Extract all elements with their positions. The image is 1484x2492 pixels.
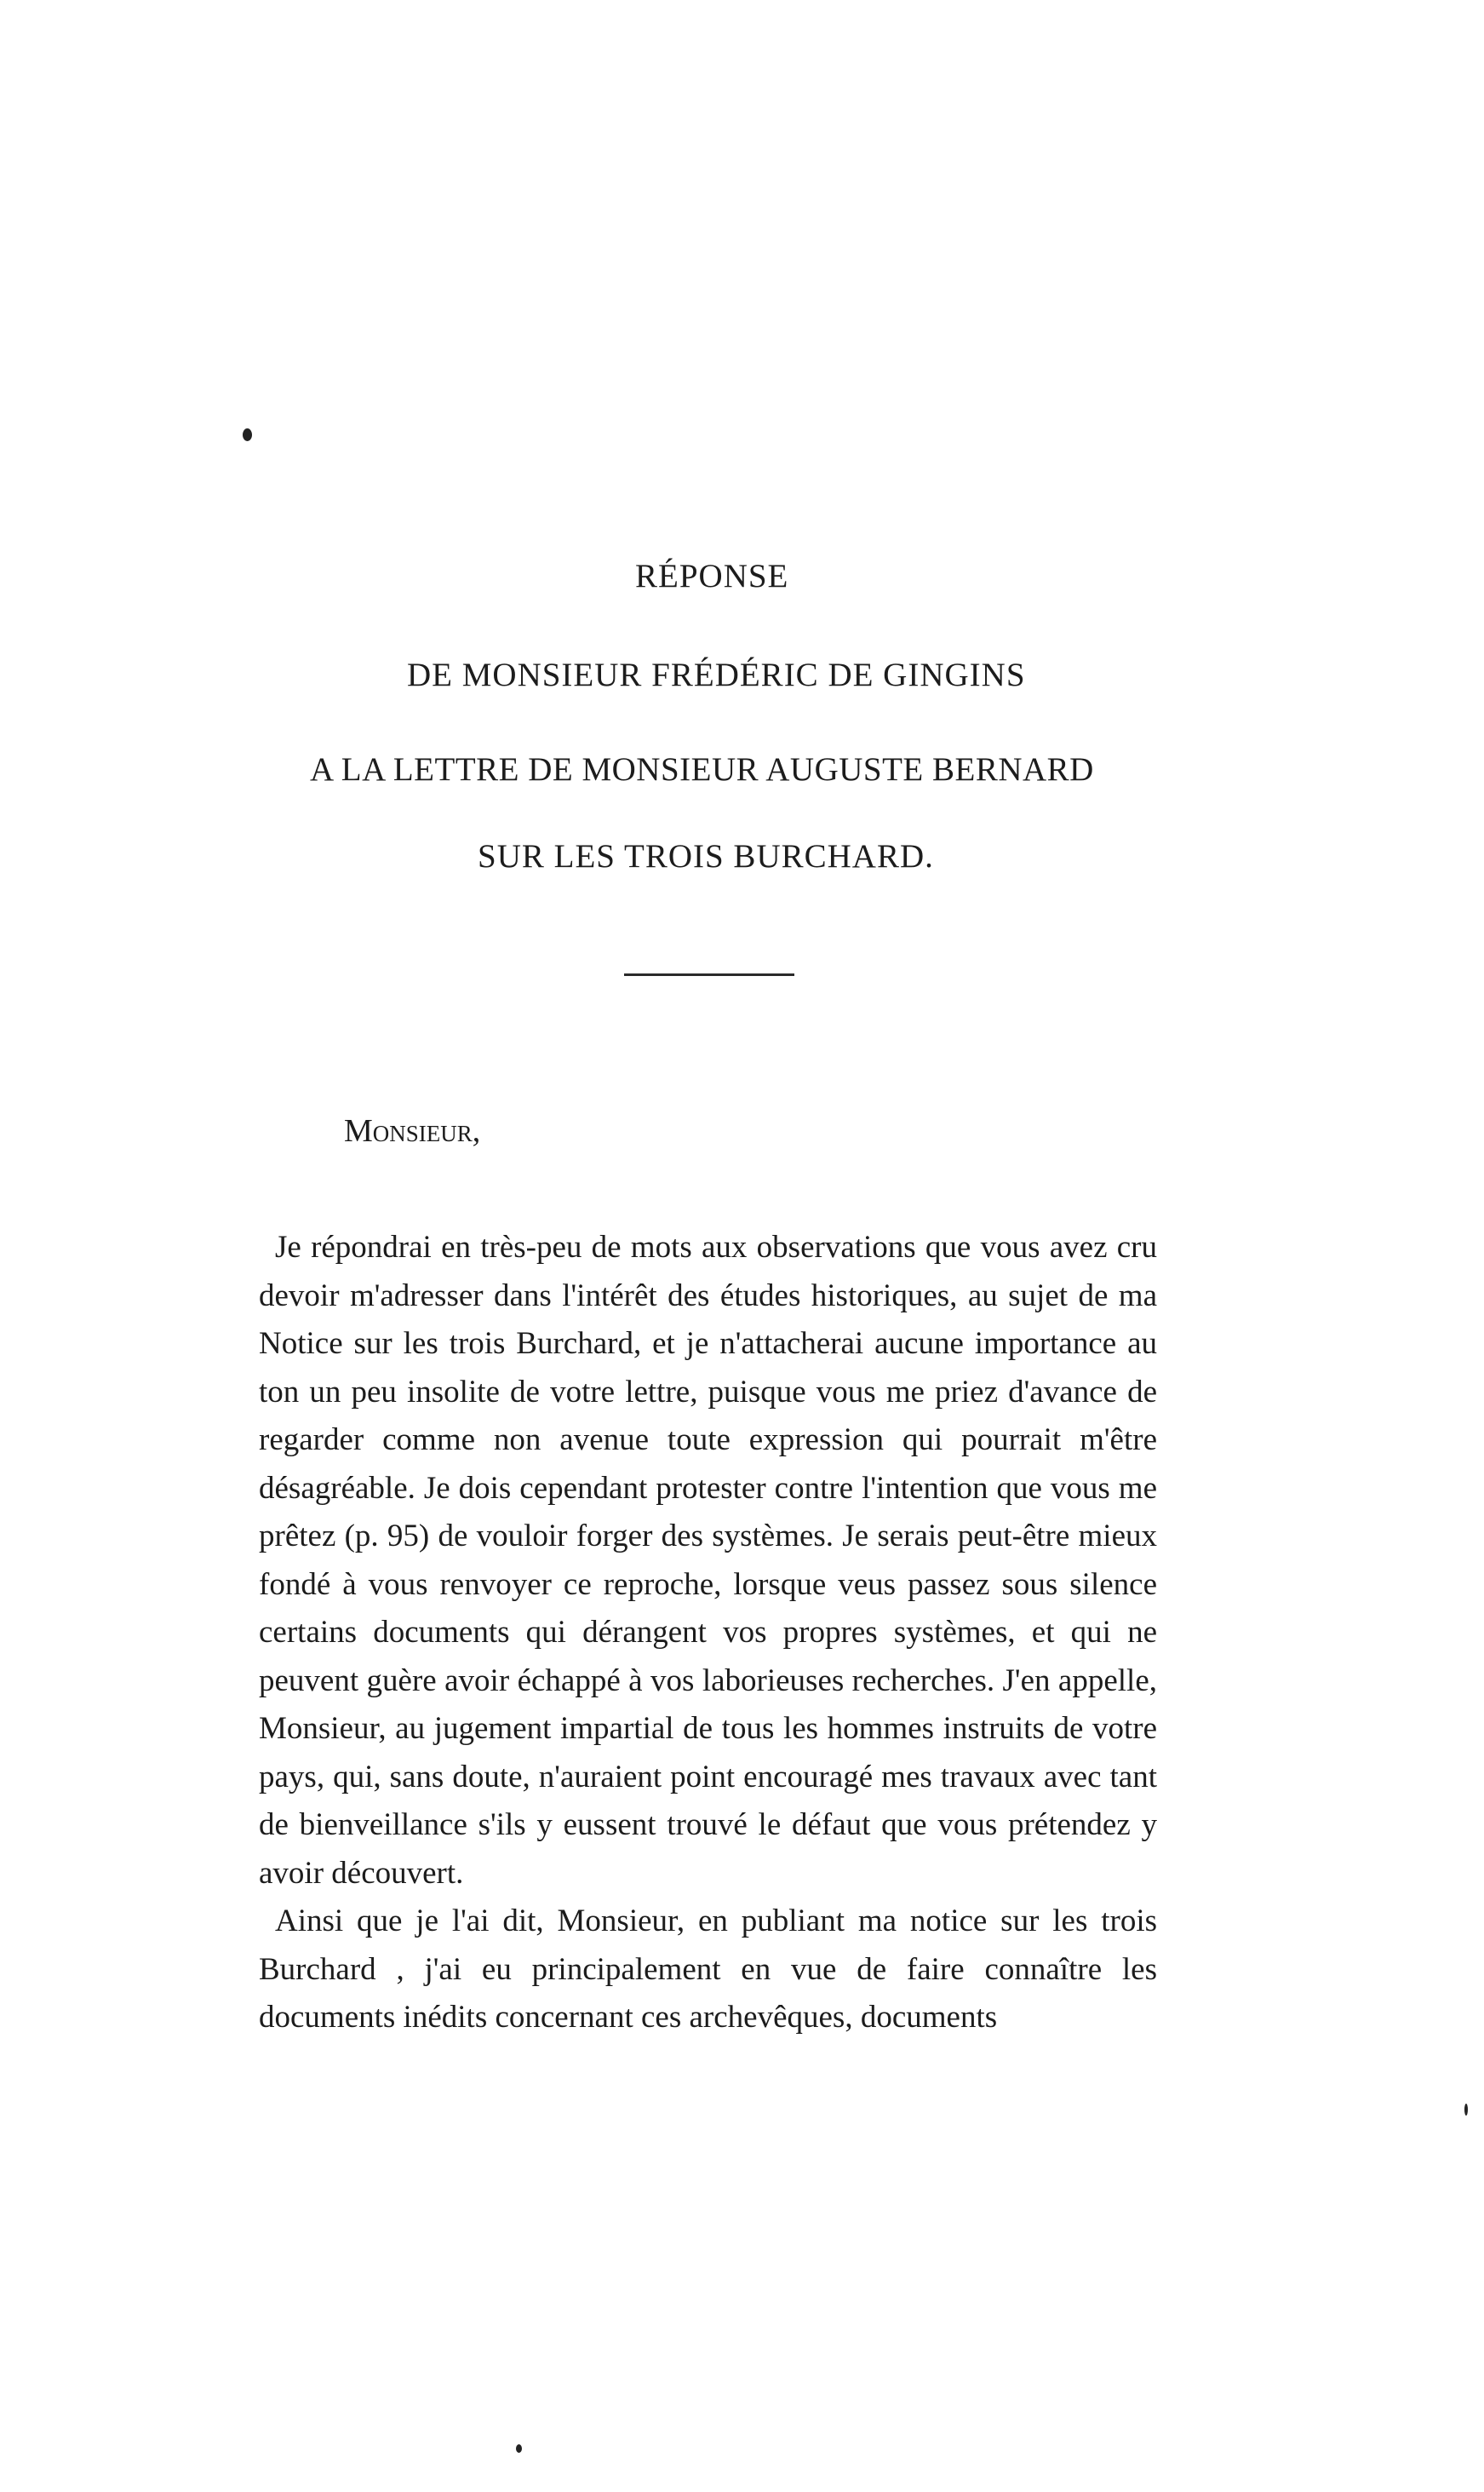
letter-body — [259, 1224, 1157, 2042]
speck-top-left — [243, 428, 252, 441]
speck-right-margin — [1464, 2104, 1468, 2116]
title-line-subject: SUR LES TROIS BURCHARD. — [478, 838, 934, 875]
title-rule — [624, 973, 794, 976]
salutation: Monsieur, — [344, 1113, 481, 1149]
title-line-letter: A LA LETTRE DE MONSIEUR AUGUSTE BERNARD — [310, 751, 1094, 788]
paragraph-1: Je répondrai en très-peu de mots aux observations que vous avez cru devoir m'adresser dans l'intérêt des études historiques, au sujet de ma Notice sur les trois Burchard, et je n'attacherai aucune importance au ton un peu insolite de votre lettre, puisque vous me priez d'avance de regarder comme non avenue toute expression qui pourrait m'être désagréable. Je dois cependant protester contre l'intention que vous me prêtez (p. 95) de vouloir forger des systèmes. Je serais peut-être mieux fondé à vous renvoyer ce reproche, lorsque veus passez sous silence certains documents qui dérangent vos propres systèmes, et qui ne peuvent guère avoir échappé à vos laborieuses recherches. J'en appelle, Monsieur, au jugement impartial de tous les hommes instruits de votre pays, qui, sans doute, n'auraient point encouragé mes travaux avec tant de bienveillance s'ils y eussent trouvé le défaut que vous prétendez y avoir découvert. — [259, 1230, 1157, 1891]
title-line-reponse: RÉPONSE — [635, 558, 789, 594]
title-line-author: DE MONSIEUR FRÉDÉRIC DE GINGINS — [407, 657, 1026, 693]
paragraph-2: Ainsi que je l'ai dit, Monsieur, en publiant ma notice sur les trois Burchard , j'ai eu principalement en vue de faire connaître les documents inédits concernant ces archevêques, documents — [259, 1903, 1157, 2035]
speck-bottom — [516, 2444, 522, 2453]
